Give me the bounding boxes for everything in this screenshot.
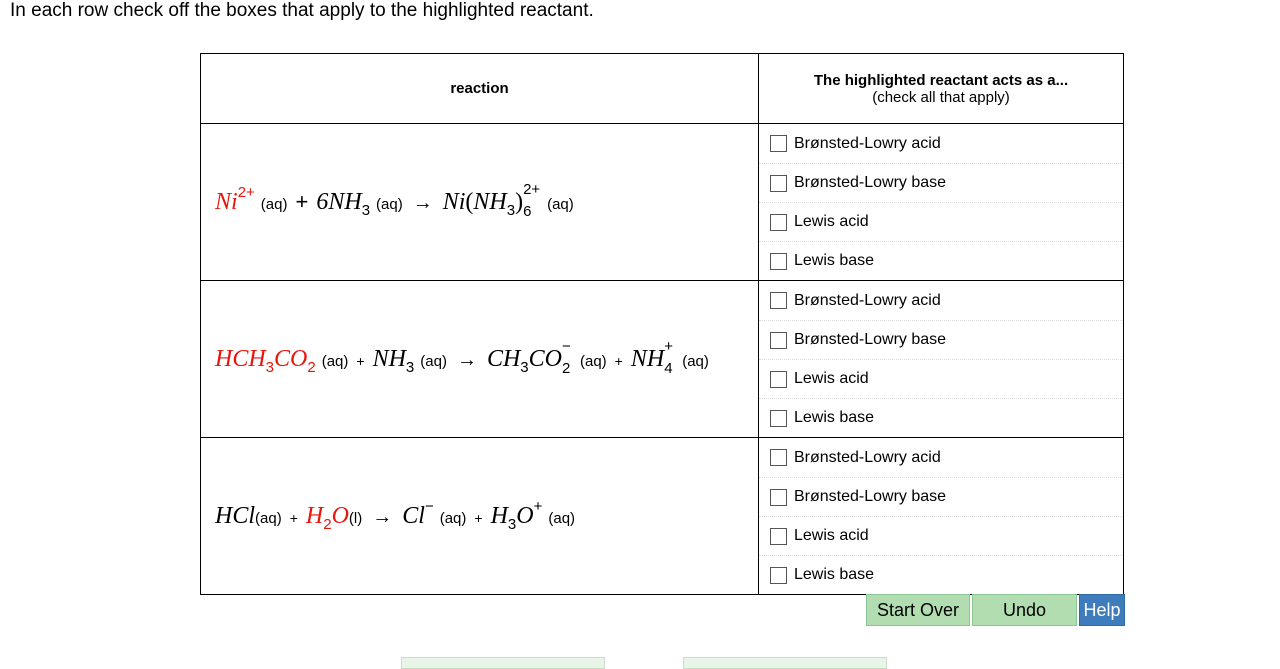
option-brønsted-acid[interactable]: Brønsted-Lowry acid — [759, 438, 1123, 477]
header-role-title: The highlighted reactant acts as a... — [813, 71, 1069, 89]
checkbox[interactable] — [770, 332, 787, 349]
undo-button[interactable]: Undo — [972, 594, 1077, 626]
option-lewis-base[interactable]: Lewis base — [759, 241, 1123, 280]
highlighted-reactant: $HCH_3CO_2$ — [215, 345, 316, 376]
reactant-2: $NH_3$ — [372, 345, 415, 376]
reaction-table — [200, 53, 1124, 595]
reaction-equation-3: $HCl(aq) + H_2O(l) \to Cl^-$ $(aq) + H_3O^+$ (aq) — [201, 438, 759, 595]
options-cell-2 — [759, 281, 1124, 438]
reactant-2: $6NH_3$ — [316, 188, 371, 219]
header-reaction: reaction — [201, 54, 759, 124]
header-role — [759, 54, 1124, 124]
option-lewis-base[interactable]: Lewis base — [759, 398, 1123, 437]
option-lewis-base[interactable]: Lewis base — [759, 555, 1123, 594]
checkbox[interactable] — [770, 371, 787, 388]
reaction-equation-2: $HCH_3CO_2$ $(aq) + NH_3$ $(aq) \to CH_3CO$ − 2 (aq) + NH + 4 (aq) — [201, 281, 759, 438]
option-brønsted-base[interactable]: Brønsted-Lowry base — [759, 163, 1123, 202]
table-row — [201, 438, 1124, 595]
table-header-row — [201, 54, 1124, 124]
header-role-note: (check all that apply) — [872, 88, 1010, 106]
bottom-button-partial[interactable] — [401, 657, 605, 669]
product-1: $Ni(NH_3)$ 2+ 6 — [442, 180, 541, 220]
checkbox[interactable] — [770, 410, 787, 427]
checkbox[interactable] — [770, 489, 787, 506]
highlighted-reactant: $Ni^{2+}$ — [215, 183, 255, 215]
highlighted-reactant: $H_2O$ — [305, 502, 349, 533]
checkbox[interactable] — [770, 253, 787, 270]
checkbox[interactable] — [770, 292, 787, 309]
reaction-equation-1: $Ni^{2+}$ $(aq) + 6NH_3$ $(aq) \to Ni(NH_3)$ 2+ 6 (aq) — [201, 124, 759, 281]
option-brønsted-base[interactable]: Brønsted-Lowry base — [759, 320, 1123, 359]
product-1: Cl− — [402, 497, 434, 529]
product-2: $H_3O^+$ — [490, 497, 543, 533]
product-1: $CH_3CO$ − 2 — [486, 337, 571, 377]
option-brønsted-base[interactable]: Brønsted-Lowry base — [759, 477, 1123, 516]
help-button[interactable]: Help — [1079, 594, 1125, 626]
options-cell-1 — [759, 124, 1124, 281]
reactant-1: HCl — [215, 502, 256, 529]
checkbox[interactable] — [770, 135, 787, 152]
option-brønsted-acid[interactable]: Brønsted-Lowry acid — [759, 124, 1123, 163]
checkbox[interactable] — [770, 449, 787, 466]
start-over-button[interactable]: Start Over — [866, 594, 970, 626]
option-lewis-acid[interactable]: Lewis acid — [759, 359, 1123, 398]
checkbox[interactable] — [770, 214, 787, 231]
option-lewis-acid[interactable]: Lewis acid — [759, 202, 1123, 241]
checkbox[interactable] — [770, 175, 787, 192]
checkbox[interactable] — [770, 528, 787, 545]
instructions-text: In each row check off the boxes that apply to the highlighted reactant. — [10, 0, 594, 21]
options-cell-3 — [759, 438, 1124, 595]
table-row — [201, 124, 1124, 281]
bottom-button-partial[interactable] — [683, 657, 887, 669]
option-lewis-acid[interactable]: Lewis acid — [759, 516, 1123, 555]
checkbox[interactable] — [770, 567, 787, 584]
product-2: NH + 4 — [630, 337, 673, 377]
option-brønsted-acid[interactable]: Brønsted-Lowry acid — [759, 281, 1123, 320]
table-row — [201, 281, 1124, 438]
